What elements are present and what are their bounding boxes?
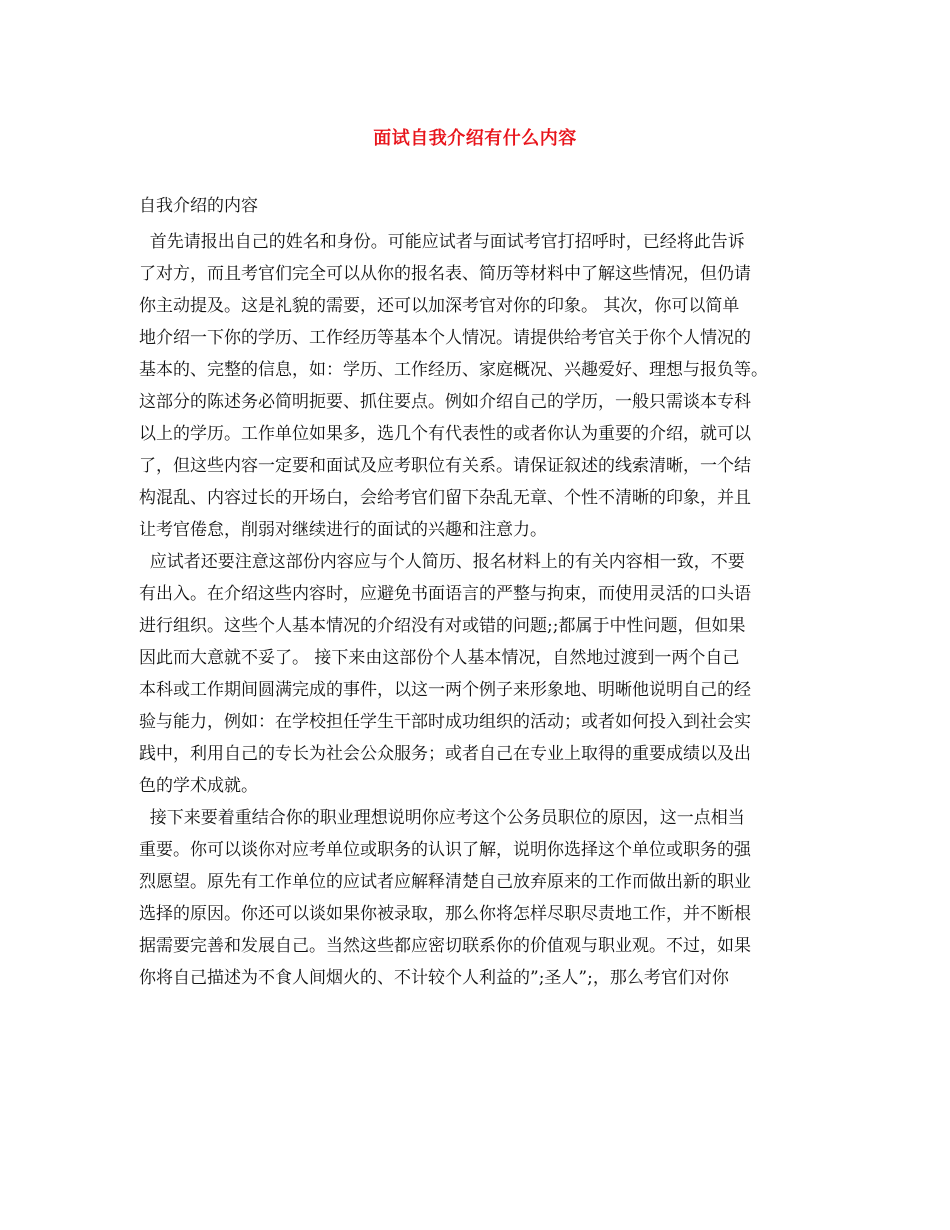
text-line: 接下来要着重结合你的职业理想说明你应考这个公务员职位的原因，这一点相当 (139, 808, 745, 828)
text-line: 你主动提及。这是礼貌的需要，还可以加深考官对你的印象。 其次，你可以简单 (139, 296, 740, 316)
text-line: 据需要完善和发展自己。当然这些都应密切联系你的价值观与职业观。不过，如果 (139, 936, 751, 956)
text-line: 重要。你可以谈你对应考单位或职务的认识了解，说明你选择这个单位或职务的强 (139, 840, 751, 860)
text-line: 因此而大意就不妥了。 接下来由这部份个人基本情况，自然地过渡到一两个自己 (139, 648, 740, 668)
text-line: 色的学术成就。 (139, 776, 258, 796)
text-line: 了，但这些内容一定要和面试及应考职位有关系。请保证叙述的线索清晰，一个结 (139, 456, 751, 476)
text-line: 以上的学历。工作单位如果多，选几个有代表性的或者你认为重要的介绍，就可以 (139, 424, 751, 444)
text-line: 验与能力，例如：在学校担任学生干部时成功组织的活动；或者如何投入到社会实 (139, 712, 751, 732)
text-line: 烈愿望。原先有工作单位的应试者应解释清楚自己放弃原来的工作而做出新的职业 (139, 872, 751, 892)
text-line: 让考官倦怠，削弱对继续进行的面试的兴趣和注意力。 (139, 520, 547, 540)
text-line: 践中，利用自己的专长为社会公众服务；或者自己在专业上取得的重要成绩以及出 (139, 744, 751, 764)
text-line: 你将自己描述为不食人间烟火的、不计较个人利益的”;圣人”;，那么考官们对你 (139, 968, 729, 988)
section-heading: 自我介绍的内容 (139, 196, 258, 216)
text-line: 首先请报出自己的姓名和身份。可能应试者与面试考官打招呼时，已经将此告诉 (139, 232, 745, 252)
text-line: 这部分的陈述务必简明扼要、抓住要点。例如介绍自己的学历，一般只需谈本专科 (139, 392, 751, 412)
text-line: 有出入。在介绍这些内容时，应避免书面语言的严整与拘束，而使用灵活的口头语 (139, 584, 751, 604)
text-line: 进行组织。这些个人基本情况的介绍没有对或错的问题;;都属于中性问题，但如果 (139, 616, 746, 636)
text-line: 选择的原因。你还可以谈如果你被录取，那么你将怎样尽职尽责地工作，并不断根 (139, 904, 751, 924)
text-line: 地介绍一下你的学历、工作经历等基本个人情况。请提供给考官关于你个人情况的 (139, 328, 751, 348)
document-title: 面试自我介绍有什么内容 (373, 128, 577, 149)
text-line: 本科或工作期间圆满完成的事件，以这一两个例子来形象地、明晰他说明自己的经 (139, 680, 751, 700)
text-line: 应试者还要注意这部份内容应与个人简历、报名材料上的有关内容相一致，不要 (139, 552, 745, 572)
text-line: 构混乱、内容过长的开场白，会给考官们留下杂乱无章、个性不清晰的印象，并且 (139, 488, 751, 508)
body-text (139, 226, 839, 994)
text-line: 了对方，而且考官们完全可以从你的报名表、简历等材料中了解这些情况，但仍请 (139, 264, 751, 284)
text-line: 基本的、完整的信息，如：学历、工作经历、家庭概况、兴趣爱好、理想与报负等。 (139, 360, 768, 380)
